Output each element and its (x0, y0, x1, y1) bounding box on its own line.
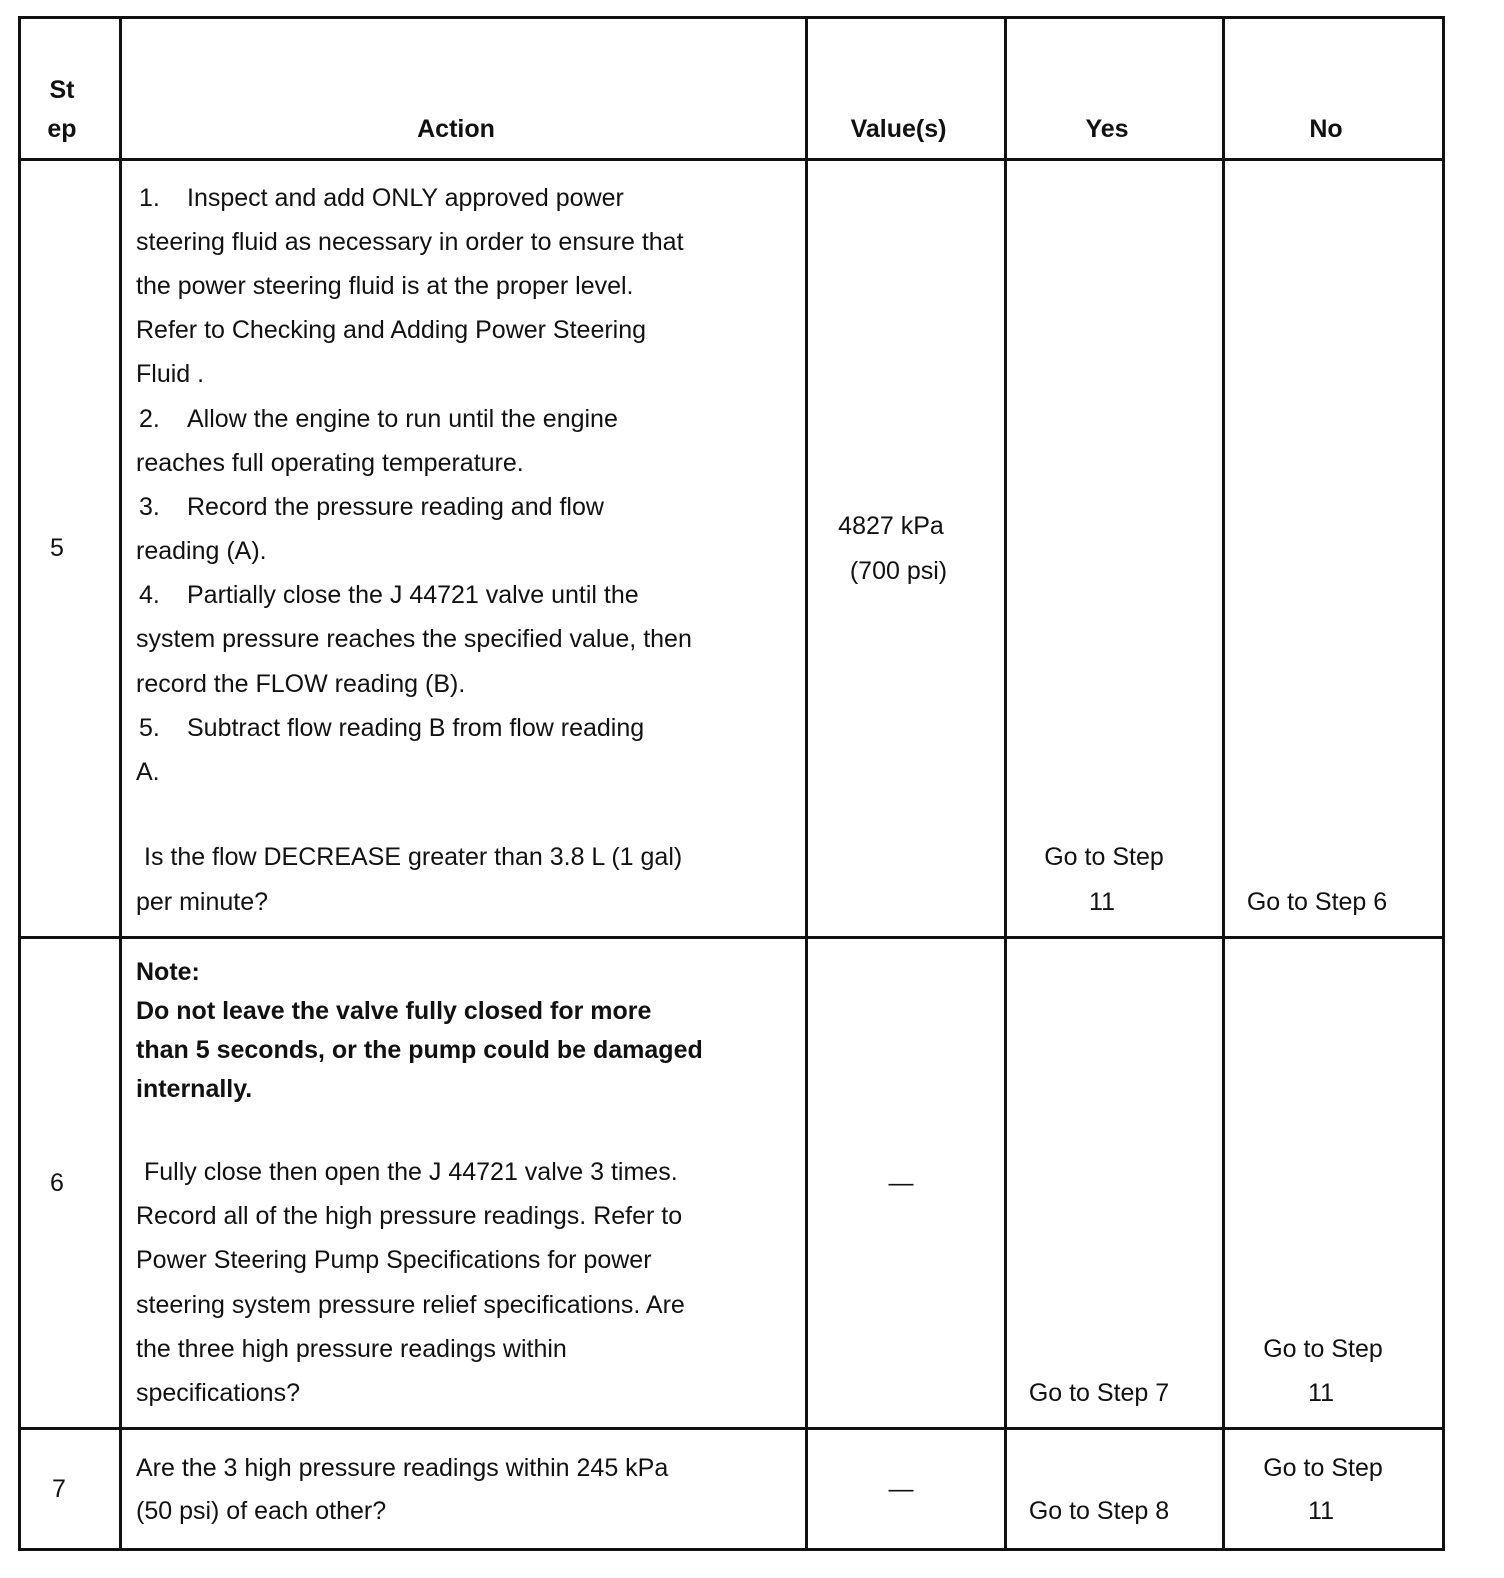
note-label: Note: (136, 958, 200, 986)
action-item: 2. Allow the engine to run until the engine (139, 405, 618, 433)
column-divider (1004, 16, 1007, 1551)
note-text: than 5 seconds, or the pump could be damaged (136, 1036, 703, 1064)
header-values: Value(s) (850, 115, 947, 143)
action-question: Is the flow DECREASE greater than 3.8 L (1 gal) (144, 843, 683, 871)
action-text: steering fluid as necessary in order to ensure that (136, 228, 684, 256)
value-dash: — (888, 1169, 914, 1197)
no-result: Go to Step 6 (1246, 888, 1388, 916)
action-item: 4. Partially close the J 44721 valve until the (139, 581, 639, 609)
action-text: reaches full operating temperature. (136, 449, 524, 477)
action-text: A. (136, 758, 160, 786)
header-step-line1: St (49, 76, 75, 104)
action-text: Fluid . (136, 360, 205, 388)
action-text: Refer to Checking and Adding Power Steering (136, 316, 647, 344)
step-number: 7 (52, 1475, 66, 1503)
action-question: Are the 3 high pressure readings within 245 kPa (136, 1454, 669, 1482)
table-border-bottom (18, 1548, 1445, 1551)
action-question: (50 psi) of each other? (136, 1497, 387, 1525)
action-text: reading (A). (136, 537, 267, 565)
header-no: No (1309, 115, 1343, 143)
header-action: Action (417, 115, 495, 143)
value-psi: (700 psi) (849, 557, 948, 585)
yes-result: Go to Step 7 (1028, 1379, 1170, 1407)
action-question: specifications? (136, 1379, 300, 1407)
action-item: 1. Inspect and add ONLY approved power (139, 184, 624, 212)
column-divider (805, 16, 808, 1551)
note-text: Do not leave the valve fully closed for more (136, 997, 652, 1025)
value-kpa: 4827 kPa (838, 512, 944, 540)
row-divider (18, 936, 1445, 939)
action-question: per minute? (136, 888, 269, 916)
action-text: record the FLOW reading (B). (136, 670, 466, 698)
column-divider (1222, 16, 1225, 1551)
header-step-line2: ep (47, 115, 77, 143)
value-dash: — (888, 1475, 914, 1503)
no-result-step: 11 (1308, 1379, 1334, 1407)
table-border-top (18, 16, 1445, 19)
step-number: 5 (50, 534, 64, 562)
row-divider (18, 1427, 1445, 1430)
table-border-left (18, 16, 21, 1551)
action-text: system pressure reaches the specified value, then (136, 625, 692, 653)
column-divider (119, 16, 122, 1551)
action-text: Fully close then open the J 44721 valve 3 times. (144, 1158, 678, 1186)
no-result: Go to Step (1263, 1454, 1383, 1482)
header-divider (18, 158, 1445, 161)
no-result: Go to Step (1263, 1335, 1383, 1363)
action-text: the three high pressure readings within (136, 1335, 567, 1363)
action-text: Power Steering Pump Specifications for power (136, 1246, 652, 1274)
yes-result: Go to Step (1044, 843, 1164, 871)
action-text: the power steering fluid is at the proper level. (136, 272, 634, 300)
note-text: internally. (136, 1075, 253, 1103)
header-yes: Yes (1085, 115, 1129, 143)
action-item: 3. Record the pressure reading and flow (139, 493, 604, 521)
yes-result: Go to Step 8 (1028, 1497, 1170, 1525)
action-text: steering system pressure relief specifications. Are (136, 1291, 685, 1319)
step-number: 6 (50, 1169, 64, 1197)
table-border-right (1442, 16, 1445, 1551)
action-text: Record all of the high pressure readings. Refer to (136, 1202, 683, 1230)
action-item: 5. Subtract flow reading B from flow reading (139, 714, 645, 742)
no-result-step: 11 (1308, 1497, 1334, 1525)
yes-result-step: 11 (1089, 888, 1115, 916)
